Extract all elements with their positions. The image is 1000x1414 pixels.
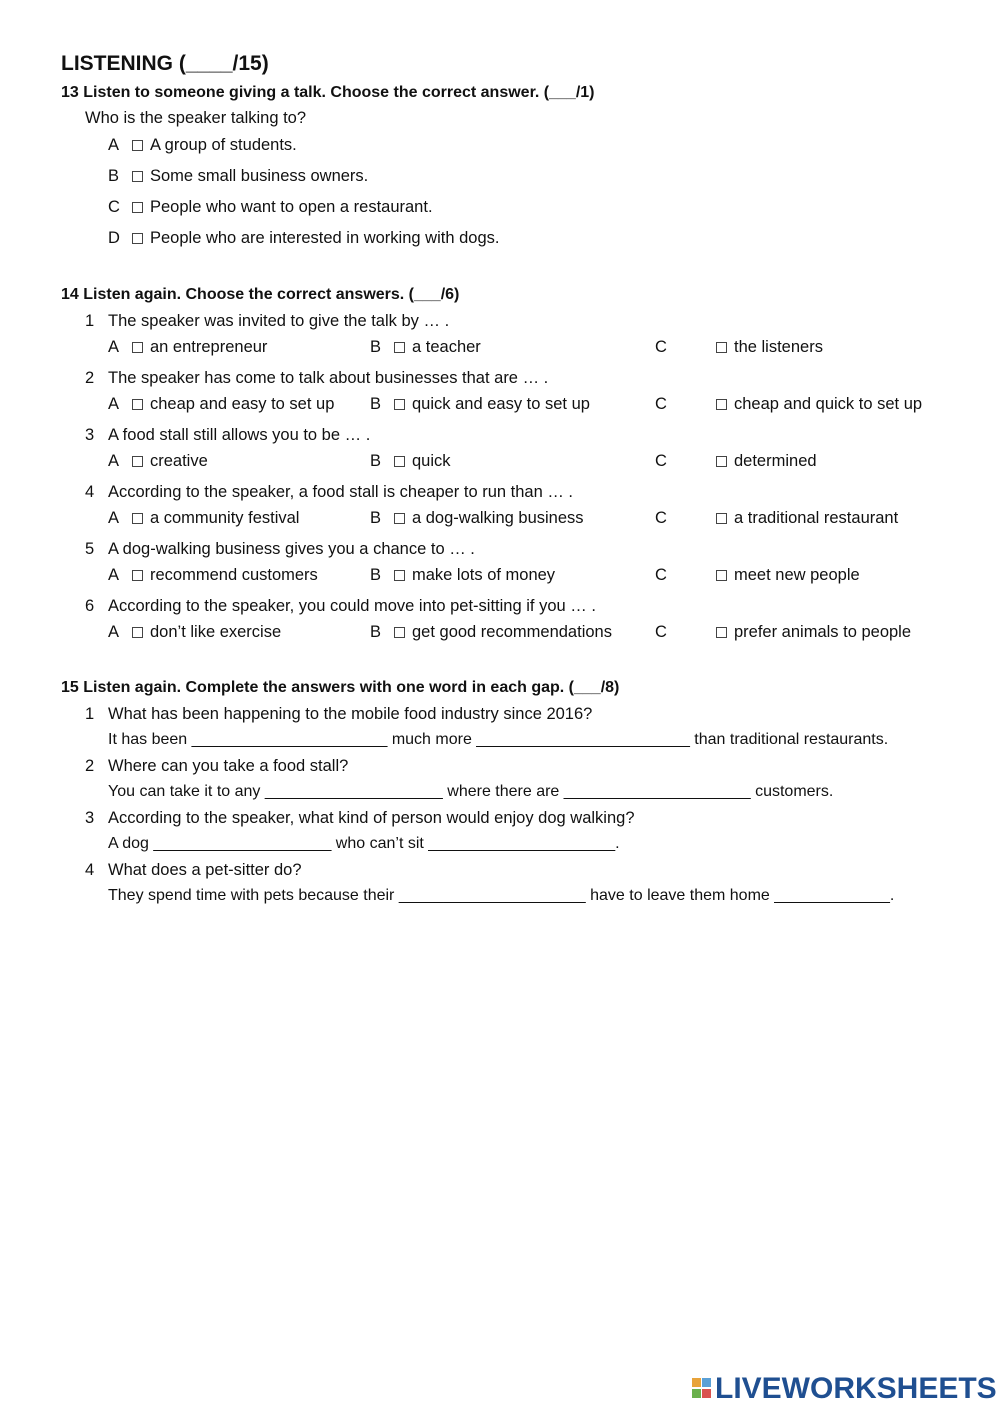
checkbox[interactable]: [716, 456, 727, 467]
option-letter: A: [108, 136, 120, 154]
option-text: an entrepreneur: [150, 338, 268, 356]
s15-question-text: What has been happening to the mobile food industry since 2016?: [108, 705, 593, 723]
option-text: a dog-walking business: [412, 509, 584, 527]
s15-question-text: According to the speaker, what kind of person would enjoy dog walking?: [108, 809, 635, 827]
liveworksheets-logo: [692, 1374, 997, 1404]
option-text: creative: [150, 452, 208, 470]
s14-q3-option-c: [716, 453, 817, 470]
section-14-heading: 14 Listen again. Choose the correct answers. (___/6): [61, 286, 460, 303]
s14-question-text: The speaker has come to talk about businesses that are … .: [108, 369, 549, 387]
checkbox[interactable]: [132, 233, 143, 244]
option-text: Some small business owners.: [150, 167, 369, 185]
option-letter: A: [108, 338, 120, 356]
s14-question-text: A dog-walking business gives you a chance to … .: [108, 540, 475, 558]
s14-question-number: 5: [85, 540, 95, 558]
checkbox[interactable]: [132, 342, 143, 353]
section-15-heading: 15 Listen again. Complete the answers with one word in each gap. (___/8): [61, 679, 620, 696]
option-text: make lots of money: [412, 566, 556, 584]
logo-text: LIVEWORKSHEETS: [715, 1372, 997, 1405]
section-13-heading: 13 Listen to someone giving a talk. Choose the correct answer. (___/1): [61, 84, 595, 101]
s14-q2-option-c: [716, 396, 922, 413]
checkbox[interactable]: [394, 456, 405, 467]
checkbox[interactable]: [132, 399, 143, 410]
s14-q1-option-a: [108, 339, 267, 356]
option-letter: A: [108, 452, 120, 470]
s15-answer-line[interactable]: A dog ____________________ who can’t sit _____________________.: [108, 835, 620, 852]
option-letter: C: [655, 566, 667, 584]
option-letter: A: [108, 509, 120, 527]
s14-question-text: A food stall still allows you to be … .: [108, 426, 371, 444]
s14-q6-option-c: [716, 624, 911, 641]
s14-question-number: 6: [85, 597, 95, 615]
option-text: cheap and quick to set up: [734, 395, 923, 413]
s15-question-text: Where can you take a food stall?: [108, 757, 349, 775]
option-text: get good recommendations: [412, 623, 612, 641]
option-text: People who are interested in working with dogs.: [150, 229, 500, 247]
s15-question-text: What does a pet-sitter do?: [108, 861, 302, 879]
option-text: prefer animals to people: [734, 623, 912, 641]
s14-q5-option-a: [108, 567, 318, 584]
option-letter: C: [655, 509, 667, 527]
checkbox[interactable]: [394, 627, 405, 638]
option-text: a community festival: [150, 509, 300, 527]
checkbox[interactable]: [132, 202, 143, 213]
s14-q4-option-a: [108, 510, 299, 527]
checkbox[interactable]: [132, 140, 143, 151]
s14-q3-option-a: [108, 453, 208, 470]
s15-question-number: 2: [85, 757, 95, 775]
s14-q1-option-b: [370, 339, 481, 356]
option-text: quick and easy to set up: [412, 395, 590, 413]
s15-question-number: 1: [85, 705, 95, 723]
section-13-question: Who is the speaker talking to?: [85, 109, 307, 127]
checkbox[interactable]: [394, 513, 405, 524]
s14-question-number: 1: [85, 312, 95, 330]
s14-q2-option-a: [108, 396, 334, 413]
checkbox[interactable]: [132, 456, 143, 467]
option-letter: A: [108, 566, 120, 584]
s14-q4-option-b: [370, 510, 584, 527]
s14-q5-option-c: [716, 567, 860, 584]
s13-option-d: [108, 230, 499, 247]
option-text: the listeners: [734, 338, 823, 356]
s14-q5-option-b: [370, 567, 555, 584]
s14-q2-option-b: [370, 396, 590, 413]
option-letter: C: [655, 395, 667, 413]
option-text: determined: [734, 452, 817, 470]
checkbox[interactable]: [132, 171, 143, 182]
checkbox[interactable]: [394, 570, 405, 581]
page-title: LISTENING (____/15): [61, 52, 269, 75]
option-letter: B: [370, 566, 382, 584]
s14-q4-option-c: [716, 510, 898, 527]
s14-q6-option-a: [108, 624, 281, 641]
s14-question-text: According to the speaker, you could move into pet-sitting if you … .: [108, 597, 596, 615]
option-text: a teacher: [412, 338, 481, 356]
option-letter: C: [655, 623, 667, 641]
option-letter: A: [108, 395, 120, 413]
checkbox[interactable]: [132, 570, 143, 581]
option-letter: B: [370, 452, 382, 470]
s14-question-number: 3: [85, 426, 95, 444]
option-text: quick: [412, 452, 451, 470]
option-letter: B: [370, 338, 382, 356]
s14-question-text: The speaker was invited to give the talk by … .: [108, 312, 450, 330]
checkbox[interactable]: [716, 627, 727, 638]
s14-question-text: According to the speaker, a food stall is cheaper to run than … .: [108, 483, 574, 501]
s14-q3-option-b: [370, 453, 451, 470]
s15-answer-line[interactable]: They spend time with pets because their _____________________ have to leave them home _____________.: [108, 887, 895, 904]
checkbox[interactable]: [716, 399, 727, 410]
s15-question-number: 4: [85, 861, 95, 879]
checkbox[interactable]: [716, 570, 727, 581]
logo-grid-icon: [692, 1378, 712, 1400]
s15-answer-line[interactable]: It has been ______________________ much more ________________________ than traditional restaurants.: [108, 731, 889, 748]
s14-question-number: 2: [85, 369, 95, 387]
s15-question-number: 3: [85, 809, 95, 827]
s14-q6-option-b: [370, 624, 612, 641]
checkbox[interactable]: [394, 342, 405, 353]
s13-option-b: [108, 168, 368, 185]
checkbox[interactable]: [716, 513, 727, 524]
option-text: meet new people: [734, 566, 860, 584]
s13-option-a: [108, 137, 297, 154]
option-letter: D: [108, 229, 120, 247]
option-text: People who want to open a restaurant.: [150, 198, 433, 216]
s14-q1-option-c: [716, 339, 823, 356]
option-letter: B: [370, 395, 382, 413]
option-letter: B: [370, 509, 382, 527]
option-letter: B: [370, 623, 382, 641]
checkbox[interactable]: [132, 627, 143, 638]
option-text: recommend customers: [150, 566, 318, 584]
checkbox[interactable]: [132, 513, 143, 524]
s15-answer-line[interactable]: You can take it to any ____________________ where there are _____________________ customers.: [108, 783, 834, 800]
checkbox[interactable]: [394, 399, 405, 410]
option-letter: C: [655, 338, 667, 356]
option-text: don’t like exercise: [150, 623, 282, 641]
s14-question-number: 4: [85, 483, 95, 501]
option-text: A group of students.: [150, 136, 297, 154]
checkbox[interactable]: [716, 342, 727, 353]
option-text: a traditional restaurant: [734, 509, 899, 527]
option-letter: C: [108, 198, 120, 216]
option-letter: A: [108, 623, 120, 641]
option-text: cheap and easy to set up: [150, 395, 335, 413]
option-letter: B: [108, 167, 120, 185]
option-letter: C: [655, 452, 667, 470]
s13-option-c: [108, 199, 433, 216]
